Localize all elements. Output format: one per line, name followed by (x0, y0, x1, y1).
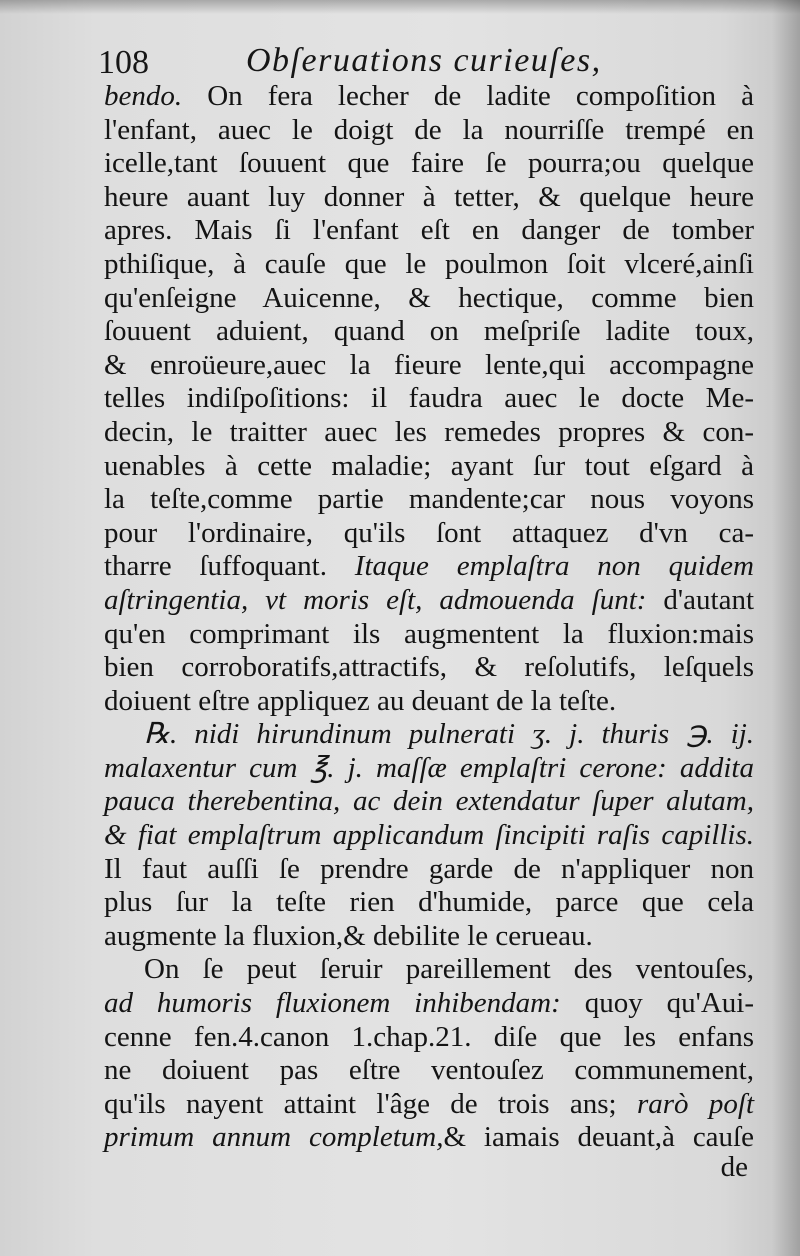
body-text (104, 80, 754, 1155)
text-line (104, 214, 754, 248)
text-line (104, 1054, 754, 1088)
text-line (104, 450, 754, 484)
text-line (104, 1021, 754, 1055)
text-line (104, 718, 754, 752)
text-line (104, 819, 754, 853)
text-segment: qu'enſeigne Auicenne, & hectique, comme bien (104, 281, 754, 314)
text-line (104, 785, 754, 819)
text-segment: cenne fen.4.canon 1.chap.21. diſe que les enfans (104, 1020, 754, 1053)
text-line (104, 181, 754, 215)
text-line (104, 920, 754, 954)
text-segment: On fera lecher de ladite compoſition à (182, 80, 754, 112)
page-top-shadow (0, 0, 800, 14)
italic-text-segment: & fiat emplaſtrum applicandum ſincipiti raſis capillis. (104, 819, 754, 852)
italic-text-segment: pauca therebentina, ac dein extendatur ſuper alutam, (104, 785, 754, 818)
text-line (104, 416, 754, 450)
text-segment: l'enfant, auec le doigt de la nourriſſe trempé en (104, 113, 754, 146)
text-segment: apres. Mais ſi l'enfant eſt en danger de tomber (104, 214, 754, 247)
text-line (104, 853, 754, 887)
text-line (104, 382, 754, 416)
catchword: de (720, 1151, 748, 1183)
italic-text-segment: malaxentur cum ℥. j. maſſæ emplaſtri cerone: addita (104, 751, 754, 784)
text-line (104, 618, 754, 652)
text-segment: & iamais deuant,à cauſe (443, 1121, 754, 1154)
text-line (104, 80, 754, 114)
text-line (104, 987, 754, 1021)
text-segment: quoy qu'Aui- (560, 987, 755, 1020)
text-segment: & enroüeure,auec la fieure lente,qui accompagne (104, 348, 754, 381)
italic-text-segment: Itaque emplaſtra non quidem (354, 550, 754, 583)
page-gutter-shadow (772, 0, 800, 1256)
text-segment: qu'en comprimant ils augmentent la fluxion:mais (104, 617, 754, 650)
italic-text-segment: ad humoris fluxionem inhibendam: (104, 987, 561, 1020)
text-line (104, 483, 754, 517)
text-segment: icelle,tant ſouuent que faire ſe pourra;ou quelque (104, 147, 754, 180)
text-segment: telles indiſpoſitions: il faudra auec le docte Me- (104, 382, 754, 415)
text-line (104, 315, 754, 349)
text-segment: pthiſique, à cauſe que le poulmon ſoit vlceré,ainſi (104, 247, 754, 280)
text-line (104, 114, 754, 148)
text-line (104, 584, 754, 618)
text-segment: plus ſur la teſte rien d'humide, parce que cela (104, 886, 754, 919)
italic-text-segment: rarò poſt (636, 1087, 754, 1120)
text-segment: bien corroboratifs,attractifs, & reſolutifs, leſquels (104, 651, 754, 684)
italic-text-segment: primum annum completum, (104, 1121, 444, 1154)
text-line (104, 1088, 754, 1122)
text-segment: heure auant luy donner à tetter, & quelque heure (104, 180, 754, 213)
italic-text-segment: ℞. nidi hirundinum pulnerati ʒ. j. thuris ℈. ij. (144, 718, 754, 751)
text-segment: la teſte,comme partie mandente;car nous voyons (104, 483, 754, 516)
text-line (104, 1121, 754, 1155)
text-line (104, 953, 754, 987)
page-number: 108 (98, 44, 149, 81)
text-line (104, 248, 754, 282)
text-line (104, 752, 754, 786)
text-line (104, 147, 754, 181)
text-segment: On ſe peut ſeruir pareillement des ventouſes, (144, 953, 754, 986)
text-segment: ne doiuent pas eſtre ventouſez communement, (104, 1054, 754, 1087)
text-line (104, 685, 754, 719)
text-segment: qu'ils nayent attaint l'âge de trois ans; (104, 1087, 637, 1120)
text-line (104, 517, 754, 551)
text-line (104, 886, 754, 920)
text-line (104, 651, 754, 685)
text-segment: augmente la fluxion,& debilite le cerueau. (104, 919, 593, 952)
italic-text-segment: bendo. (104, 80, 183, 112)
text-segment: tharre ſuffoquant. (104, 550, 355, 583)
text-line (104, 349, 754, 383)
text-segment: doiuent eſtre appliquez au deuant de la teſte. (104, 684, 617, 717)
text-segment: decin, le traitter auec les remedes propres & con- (104, 415, 754, 448)
text-segment: pour l'ordinaire, qu'ils ſont attaquez d'vn ca- (104, 516, 754, 549)
text-line (104, 282, 754, 316)
italic-text-segment: aſtringentia, vt moris eſt, admouenda ſunt: (104, 583, 647, 616)
text-line (104, 550, 754, 584)
text-segment: d'autant (646, 583, 755, 616)
text-segment: ſouuent aduient, quand on meſpriſe ladite toux, (104, 315, 754, 348)
running-head: Obſeruations curieuſes, (246, 42, 602, 79)
text-segment: Il faut auſſi ſe prendre garde de n'appliquer non (104, 852, 754, 885)
text-segment: uenables à cette maladie; ayant ſur tout eſgard à (104, 449, 754, 482)
